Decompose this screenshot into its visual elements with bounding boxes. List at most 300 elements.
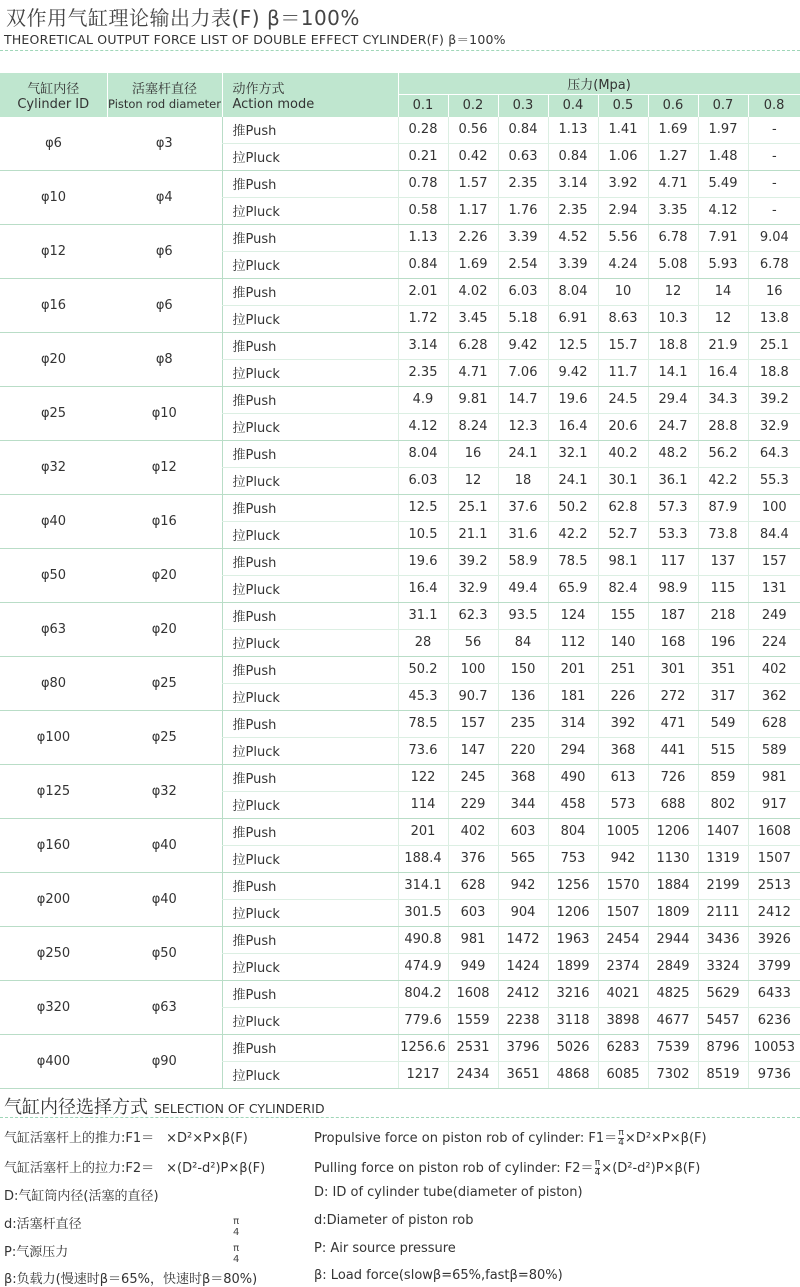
- rod-diameter-cell: φ40: [107, 818, 222, 872]
- pi-fraction-pull: $\frac{\pi}{4}$: [594, 1158, 601, 1178]
- push-value: 16: [748, 278, 800, 305]
- pi-over-4-mark-1: π 4: [233, 1216, 240, 1238]
- cylinder-id-cell: φ320: [0, 980, 107, 1034]
- push-value: 5629: [698, 980, 748, 1007]
- push-value: 78.5: [398, 710, 448, 737]
- push-value: 3.14: [548, 170, 598, 197]
- push-value: 39.2: [448, 548, 498, 575]
- push-value: 804: [548, 818, 598, 845]
- pull-value: 84: [498, 629, 548, 656]
- table-row: [0, 710, 800, 737]
- cylinder-id-cell: φ12: [0, 224, 107, 278]
- push-value: 1.97: [698, 117, 748, 144]
- rod-diameter-cell: φ3: [107, 117, 222, 171]
- pull-label: 拉Pluck: [222, 737, 398, 764]
- pull-value: 565: [498, 845, 548, 872]
- push-value: 1608: [748, 818, 800, 845]
- push-value: 1884: [648, 872, 698, 899]
- pull-value: 226: [598, 683, 648, 710]
- push-value: 48.2: [648, 440, 698, 467]
- pull-label: 拉Pluck: [222, 1061, 398, 1088]
- cylinder-id-cell: φ160: [0, 818, 107, 872]
- page-subtitle: THEORETICAL OUTPUT FORCE LIST OF DOUBLE EFFECT CYLINDER(F) β＝100%: [4, 32, 506, 47]
- pull-value: 42.2: [548, 521, 598, 548]
- selection-divider: [0, 1117, 800, 1118]
- table-row: [0, 440, 800, 467]
- cylinder-id-cell: φ250: [0, 926, 107, 980]
- pull-value: 802: [698, 791, 748, 818]
- cylinder-id-cell: φ125: [0, 764, 107, 818]
- pull-value: 18: [498, 467, 548, 494]
- table-row: [0, 764, 800, 791]
- pull-value: 1.27: [648, 143, 698, 170]
- pull-value: 2238: [498, 1007, 548, 1034]
- cylinder-id-cell: φ20: [0, 332, 107, 386]
- pull-value: 65.9: [548, 575, 598, 602]
- pull-value: 2849: [648, 953, 698, 980]
- push-label: 推Push: [222, 710, 398, 737]
- pull-value: 301.5: [398, 899, 448, 926]
- cylinder-id-cell: φ80: [0, 656, 107, 710]
- push-value: 0.78: [398, 170, 448, 197]
- push-label: 推Push: [222, 494, 398, 521]
- push-value: 1.69: [648, 117, 698, 144]
- push-value: 4.02: [448, 278, 498, 305]
- pull-value: 0.21: [398, 143, 448, 170]
- pull-label: 拉Pluck: [222, 575, 398, 602]
- push-value: 471: [648, 710, 698, 737]
- rod-diameter-cell: φ40: [107, 872, 222, 926]
- push-value: 3.92: [598, 170, 648, 197]
- push-value: 12.5: [398, 494, 448, 521]
- pull-value: 2412: [748, 899, 800, 926]
- cylinder-id-cell: φ16: [0, 278, 107, 332]
- header-pressure-value: 0.4: [548, 95, 598, 117]
- pull-value: 3.39: [548, 251, 598, 278]
- cylinder-id-cell: φ100: [0, 710, 107, 764]
- pull-label: 拉Pluck: [222, 899, 398, 926]
- push-value: 7.91: [698, 224, 748, 251]
- push-label: 推Push: [222, 872, 398, 899]
- push-value: 57.3: [648, 494, 698, 521]
- push-value: 1.41: [598, 117, 648, 144]
- pull-value: 32.9: [448, 575, 498, 602]
- pull-value: 1.72: [398, 305, 448, 332]
- rod-diameter-cell: φ90: [107, 1034, 222, 1088]
- pull-value: 3898: [598, 1007, 648, 1034]
- push-value: 235: [498, 710, 548, 737]
- pull-value: 12: [698, 305, 748, 332]
- push-value: 201: [548, 656, 598, 683]
- pull-value: 3118: [548, 1007, 598, 1034]
- pull-value: 2.54: [498, 251, 548, 278]
- pull-value: 8.24: [448, 413, 498, 440]
- pull-value: 16.4: [398, 575, 448, 602]
- pull-value: 441: [648, 737, 698, 764]
- push-value: 981: [448, 926, 498, 953]
- header-pressure-value: 0.6: [648, 95, 698, 117]
- pull-value: 114: [398, 791, 448, 818]
- push-value: 37.6: [498, 494, 548, 521]
- pull-value: 603: [448, 899, 498, 926]
- pull-value: 12: [448, 467, 498, 494]
- header-pressure: 压力(Mpa): [398, 73, 800, 95]
- header-cylinder-id-en: Cylinder ID: [17, 96, 90, 112]
- pull-value: 1130: [648, 845, 698, 872]
- push-label: 推Push: [222, 440, 398, 467]
- push-value: 804.2: [398, 980, 448, 1007]
- table-row: [0, 1034, 800, 1061]
- push-value: 3.39: [498, 224, 548, 251]
- pull-value: 368: [598, 737, 648, 764]
- pull-label: 拉Pluck: [222, 359, 398, 386]
- push-value: 9.04: [748, 224, 800, 251]
- pull-value: 90.7: [448, 683, 498, 710]
- push-value: 2513: [748, 872, 800, 899]
- def-bore-cn: D:气缸筒内径(活塞的直径): [4, 1189, 159, 1204]
- push-label: 推Push: [222, 926, 398, 953]
- push-value: 4.52: [548, 224, 598, 251]
- push-label: 推Push: [222, 764, 398, 791]
- pull-label: 拉Pluck: [222, 953, 398, 980]
- table-row: [0, 170, 800, 197]
- selection-title: [4, 1093, 325, 1119]
- table-row: [0, 926, 800, 953]
- table-row: [0, 224, 800, 251]
- header-pressure-value: 0.5: [598, 95, 648, 117]
- push-value: 3926: [748, 926, 800, 953]
- push-value: 1963: [548, 926, 598, 953]
- pull-value: 82.4: [598, 575, 648, 602]
- push-value: 10: [598, 278, 648, 305]
- pull-value: 3651: [498, 1061, 548, 1088]
- pull-label: 拉Pluck: [222, 251, 398, 278]
- push-value: 5.56: [598, 224, 648, 251]
- push-value: 490: [548, 764, 598, 791]
- push-value: 4021: [598, 980, 648, 1007]
- push-value: 613: [598, 764, 648, 791]
- push-label: 推Push: [222, 548, 398, 575]
- push-value: 124: [548, 602, 598, 629]
- def-pressure-en: P: Air source pressure: [314, 1241, 456, 1256]
- table-row: [0, 980, 800, 1007]
- rod-diameter-cell: φ16: [107, 494, 222, 548]
- header-pressure-value: 0.7: [698, 95, 748, 117]
- pull-value: 2374: [598, 953, 648, 980]
- push-value: 25.1: [748, 332, 800, 359]
- pull-value: 1899: [548, 953, 598, 980]
- title-divider: [0, 50, 800, 51]
- header-pressure-value: 0.8: [748, 95, 800, 117]
- pull-value: 2.35: [548, 197, 598, 224]
- def-load-en: β: Load force(slowβ=65%,fastβ=80%): [314, 1268, 563, 1283]
- rod-diameter-cell: φ6: [107, 278, 222, 332]
- pull-value: 0.42: [448, 143, 498, 170]
- pull-value: 140: [598, 629, 648, 656]
- pull-value: 3799: [748, 953, 800, 980]
- header-action-mode-cn: 动作方式: [232, 81, 285, 97]
- pull-value: 28: [398, 629, 448, 656]
- push-value: 25.1: [448, 494, 498, 521]
- pull-value: 1.06: [598, 143, 648, 170]
- pull-value: 4.71: [448, 359, 498, 386]
- push-value: 62.3: [448, 602, 498, 629]
- push-value: 5026: [548, 1034, 598, 1061]
- pull-value: 904: [498, 899, 548, 926]
- push-value: 4.71: [648, 170, 698, 197]
- page-title: 双作用气缸理论输出力表(F) β＝100%: [6, 6, 360, 30]
- push-value: 6433: [748, 980, 800, 1007]
- pull-value: 1.69: [448, 251, 498, 278]
- push-value: 402: [448, 818, 498, 845]
- push-label: 推Push: [222, 1034, 398, 1061]
- table-row: [0, 602, 800, 629]
- pull-label: 拉Pluck: [222, 683, 398, 710]
- push-value: 4.9: [398, 386, 448, 413]
- push-value: 10053: [748, 1034, 800, 1061]
- pull-value: 8519: [698, 1061, 748, 1088]
- pull-value: 115: [698, 575, 748, 602]
- pull-value: 376: [448, 845, 498, 872]
- pull-value: 753: [548, 845, 598, 872]
- table-row: [0, 117, 800, 144]
- pull-value: 1507: [748, 845, 800, 872]
- cylinder-id-cell: φ32: [0, 440, 107, 494]
- push-value: 0.56: [448, 117, 498, 144]
- pull-value: 458: [548, 791, 598, 818]
- pull-value: 5457: [698, 1007, 748, 1034]
- pull-value: 1507: [598, 899, 648, 926]
- push-value: 201: [398, 818, 448, 845]
- rod-diameter-cell: φ12: [107, 440, 222, 494]
- rod-diameter-cell: φ32: [107, 764, 222, 818]
- def-load-cn: β:负载力(慢速时β＝65%，快速时β＝80%): [4, 1272, 258, 1287]
- cylinder-id-cell: φ400: [0, 1034, 107, 1088]
- pull-value: 84.4: [748, 521, 800, 548]
- pull-value: 13.8: [748, 305, 800, 332]
- rod-diameter-cell: φ4: [107, 170, 222, 224]
- formula-pull-en: Pulling force on piston rob of cylinder: F2＝ $\frac{\pi}{4}$ ×(D²-d²)P×β(F): [314, 1158, 701, 1178]
- pull-value: 5.93: [698, 251, 748, 278]
- pull-value: 188.4: [398, 845, 448, 872]
- push-label: 推Push: [222, 224, 398, 251]
- pull-label: 拉Pluck: [222, 845, 398, 872]
- pull-value: 9736: [748, 1061, 800, 1088]
- push-value: 1472: [498, 926, 548, 953]
- pull-value: 9.42: [548, 359, 598, 386]
- push-label: 推Push: [222, 278, 398, 305]
- push-value: 1.13: [548, 117, 598, 144]
- push-value: 8796: [698, 1034, 748, 1061]
- push-value: 137: [698, 548, 748, 575]
- push-label: 推Push: [222, 386, 398, 413]
- pull-value: 10.3: [648, 305, 698, 332]
- pull-value: 6236: [748, 1007, 800, 1034]
- push-value: 19.6: [548, 386, 598, 413]
- push-value: 157: [748, 548, 800, 575]
- pull-value: 7302: [648, 1061, 698, 1088]
- push-label: 推Push: [222, 602, 398, 629]
- push-value: 12: [648, 278, 698, 305]
- header-pressure-value: 0.1: [398, 95, 448, 117]
- pull-value: 229: [448, 791, 498, 818]
- table-row: [0, 494, 800, 521]
- push-value: 6.78: [648, 224, 698, 251]
- push-value: 39.2: [748, 386, 800, 413]
- push-value: 2454: [598, 926, 648, 953]
- pull-value: 56: [448, 629, 498, 656]
- push-value: 2.26: [448, 224, 498, 251]
- push-value: 187: [648, 602, 698, 629]
- pull-value: 573: [598, 791, 648, 818]
- pull-value: 131: [748, 575, 800, 602]
- push-label: 推Push: [222, 656, 398, 683]
- formula-pull-cn: 气缸活塞杆上的拉力:F2＝ ×(D²-d²)P×β(F): [4, 1161, 266, 1176]
- push-value: 549: [698, 710, 748, 737]
- push-value: 1570: [598, 872, 648, 899]
- push-value: 603: [498, 818, 548, 845]
- def-pressure-cn: P:气源压力: [4, 1245, 69, 1260]
- table-row: [0, 386, 800, 413]
- pull-value: 1.48: [698, 143, 748, 170]
- table-row: [0, 278, 800, 305]
- push-value: 6283: [598, 1034, 648, 1061]
- rod-diameter-cell: φ8: [107, 332, 222, 386]
- pull-value: 272: [648, 683, 698, 710]
- pull-value: 55.3: [748, 467, 800, 494]
- pi-over-4-mark-2: π 4: [233, 1243, 240, 1265]
- pull-value: 362: [748, 683, 800, 710]
- rod-diameter-cell: φ25: [107, 710, 222, 764]
- push-value: 2412: [498, 980, 548, 1007]
- push-value: -: [748, 117, 800, 144]
- push-value: 245: [448, 764, 498, 791]
- pull-value: 474.9: [398, 953, 448, 980]
- pull-value: 24.7: [648, 413, 698, 440]
- pi-fraction-push: $\frac{\pi}{4}$: [618, 1128, 624, 1148]
- push-value: 1608: [448, 980, 498, 1007]
- push-value: 50.2: [398, 656, 448, 683]
- push-value: 2.35: [498, 170, 548, 197]
- push-label: 推Push: [222, 818, 398, 845]
- push-value: 5.49: [698, 170, 748, 197]
- push-value: 1256: [548, 872, 598, 899]
- cylinder-id-cell: φ200: [0, 872, 107, 926]
- pull-value: 24.1: [548, 467, 598, 494]
- push-value: 251: [598, 656, 648, 683]
- push-value: 7539: [648, 1034, 698, 1061]
- push-value: 19.6: [398, 548, 448, 575]
- pull-value: 10.5: [398, 521, 448, 548]
- pull-label: 拉Pluck: [222, 413, 398, 440]
- push-value: 3796: [498, 1034, 548, 1061]
- push-value: 9.81: [448, 386, 498, 413]
- push-value: 150: [498, 656, 548, 683]
- pull-value: 5.08: [648, 251, 698, 278]
- push-value: 942: [498, 872, 548, 899]
- pull-value: 2111: [698, 899, 748, 926]
- push-value: 62.8: [598, 494, 648, 521]
- table-row: [0, 548, 800, 575]
- push-value: 249: [748, 602, 800, 629]
- push-value: 1.13: [398, 224, 448, 251]
- push-value: 87.9: [698, 494, 748, 521]
- push-value: 2531: [448, 1034, 498, 1061]
- header-pressure-value: 0.3: [498, 95, 548, 117]
- pull-value: 0.58: [398, 197, 448, 224]
- pull-value: 18.8: [748, 359, 800, 386]
- pull-value: 1217: [398, 1061, 448, 1088]
- pull-label: 拉Pluck: [222, 197, 398, 224]
- push-value: 314: [548, 710, 598, 737]
- cylinder-id-cell: φ40: [0, 494, 107, 548]
- table-row: [0, 818, 800, 845]
- push-value: 3436: [698, 926, 748, 953]
- pull-value: 98.9: [648, 575, 698, 602]
- table-row: [0, 656, 800, 683]
- table-row: [0, 332, 800, 359]
- header-rod-diameter: [107, 73, 222, 117]
- pull-value: -: [748, 143, 800, 170]
- push-value: 24.5: [598, 386, 648, 413]
- pull-value: 4.12: [698, 197, 748, 224]
- rod-diameter-cell: φ50: [107, 926, 222, 980]
- push-value: 14.7: [498, 386, 548, 413]
- cylinder-id-cell: φ25: [0, 386, 107, 440]
- pull-value: 181: [548, 683, 598, 710]
- header-cylinder-id-cn: 气缸内径: [27, 81, 80, 97]
- push-value: 29.4: [648, 386, 698, 413]
- pull-value: 196: [698, 629, 748, 656]
- pull-value: 0.84: [398, 251, 448, 278]
- push-value: 981: [748, 764, 800, 791]
- cylinder-id-cell: φ10: [0, 170, 107, 224]
- pull-value: 220: [498, 737, 548, 764]
- push-value: 1.57: [448, 170, 498, 197]
- push-label: 推Push: [222, 332, 398, 359]
- push-value: -: [748, 170, 800, 197]
- push-value: 157: [448, 710, 498, 737]
- pull-value: 294: [548, 737, 598, 764]
- push-value: 628: [448, 872, 498, 899]
- pull-value: 6.78: [748, 251, 800, 278]
- pull-label: 拉Pluck: [222, 1007, 398, 1034]
- selection-title-en: SELECTION OF CYLINDERID: [154, 1101, 325, 1116]
- pull-value: 168: [648, 629, 698, 656]
- push-value: 351: [698, 656, 748, 683]
- rod-diameter-cell: φ20: [107, 602, 222, 656]
- push-value: 32.1: [548, 440, 598, 467]
- push-value: 56.2: [698, 440, 748, 467]
- pull-value: 589: [748, 737, 800, 764]
- pull-label: 拉Pluck: [222, 467, 398, 494]
- pull-value: 12.3: [498, 413, 548, 440]
- push-value: 2.01: [398, 278, 448, 305]
- push-value: 1005: [598, 818, 648, 845]
- pull-value: 4.12: [398, 413, 448, 440]
- pull-value: 21.1: [448, 521, 498, 548]
- push-value: 78.5: [548, 548, 598, 575]
- def-rod-en: d:Diameter of piston rob: [314, 1213, 474, 1228]
- push-value: 34.3: [698, 386, 748, 413]
- pull-value: 136: [498, 683, 548, 710]
- pull-value: 0.84: [548, 143, 598, 170]
- push-value: 14: [698, 278, 748, 305]
- pull-value: 11.7: [598, 359, 648, 386]
- pull-value: 30.1: [598, 467, 648, 494]
- def-rod-cn: d:活塞杆直径: [4, 1217, 82, 1232]
- push-value: 8.04: [398, 440, 448, 467]
